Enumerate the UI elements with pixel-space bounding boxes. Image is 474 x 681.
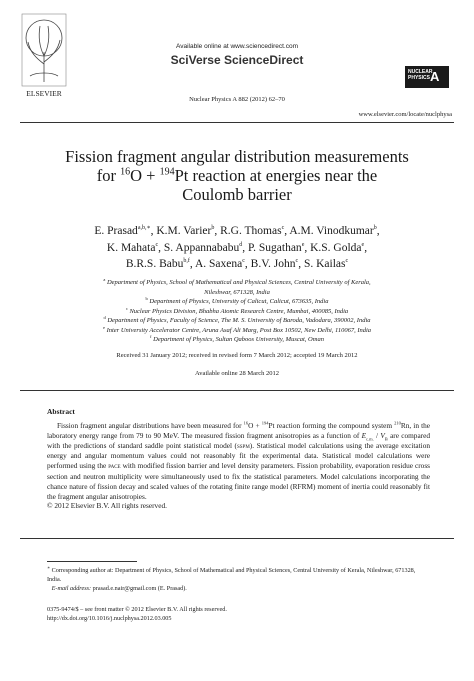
affiliation-key: a: [103, 276, 106, 282]
available-online-date: Available online 28 March 2012: [195, 370, 279, 377]
abstract-bottom-divider: [20, 538, 454, 539]
title-line-1: Fission fragment angular distribution measurements: [65, 147, 409, 166]
author-affiliation-marker: d: [239, 241, 243, 248]
abstract-text: Pt reaction forming the compound system: [268, 421, 395, 430]
author-name[interactable]: S. Kailas: [303, 258, 346, 270]
affiliation-item: [20, 335, 454, 345]
journal-badge: [405, 66, 449, 88]
author-affiliation-marker: c: [242, 258, 245, 265]
bottom-info: [47, 605, 430, 623]
affiliation-text: Department of Physics, University of Calicut, Calicut, 673635, India: [149, 298, 329, 305]
abstract-heading: Abstract: [47, 407, 75, 416]
abstract-mass: 194: [261, 420, 269, 426]
doi-link[interactable]: http://dx.doi.org/10.1016/j.nuclphysa.2012.03.005: [47, 615, 172, 622]
affiliation-item: [20, 278, 454, 297]
abstract-subscript: B: [384, 436, 388, 442]
title-oxygen: O +: [130, 166, 160, 185]
affiliation-text-cont: Nileshwar, 671328, India: [204, 288, 270, 296]
abstract-mass: 210: [394, 420, 401, 426]
abstract-text: with modified fission barrier and level density parameters. Fission probability, evaporation residue cross section and neutron multiplicity were simultaneously used to fix the statistical parameters. Model calculations incorporating the chance nature of fission decay and scaled values of the rotating finite range model (RFRM) moment of inertia could reasonably fit the fragment angular anisotropies.: [47, 461, 431, 501]
journal-url-link[interactable]: www.elsevier.com/locate/nuclphysa: [358, 111, 452, 118]
author-name[interactable]: K.S. Golda: [310, 241, 362, 254]
title-mass-oxygen: 16: [120, 166, 131, 178]
author-name[interactable]: S. Appannababu: [163, 241, 240, 254]
issn-line: 0375-9474/$ – see front matter © 2012 Elsevier B.V. All rights reserved.: [47, 606, 227, 613]
abstract-subscript: c.m.: [366, 436, 374, 442]
email-label: E-mail address:: [51, 585, 92, 592]
affiliation-text: Nuclear Physics Division, Bhabha Atomic Research Centre, Mumbai, 400085, India: [129, 307, 349, 315]
author-affiliation-marker: b: [373, 225, 377, 232]
footnote-divider: [47, 561, 137, 562]
email-address-link[interactable]: prasad.e.nair@gmail.com (E. Prasad).: [92, 585, 187, 592]
author-name[interactable]: B.R.S. Babu: [125, 258, 184, 270]
received-dates: Received 31 January 2012; received in revised form 7 March 2012; accepted 19 March 2012: [116, 352, 358, 359]
affiliation-item: [20, 326, 454, 336]
abstract-text: ). Statistical model calculations using the average excitation energy and angular momentum values could not reasonably fit the experimental data. Statistical model calculations were performed using the: [47, 440, 430, 471]
affiliation-key: e: [102, 324, 105, 330]
affiliation-item: [20, 316, 454, 326]
affiliation-key: f: [150, 333, 152, 339]
publisher-logo-text: ELSEVIER: [26, 89, 62, 98]
affiliation-key: c: [125, 305, 128, 311]
abstract-text: are compared with the predictions of standard saddle point statistical model (: [47, 430, 431, 450]
author-affiliation-marker: a,b,∗: [137, 225, 151, 232]
abstract-text: O +: [248, 421, 262, 430]
abstract-symbol: E: [361, 430, 367, 440]
author-name[interactable]: A.M. Vinodkumar: [289, 225, 374, 237]
affiliation-text: Department of Physics, Sultan Qaboos University, Muscat, Oman: [153, 336, 324, 343]
author-affiliation-marker: b,f: [183, 258, 190, 265]
footnotes: [47, 566, 430, 593]
abstract-top-divider: [20, 390, 454, 391]
footnote-mark: ∗: [47, 564, 51, 570]
header-divider: [20, 122, 454, 123]
author-affiliation-marker: b: [211, 225, 215, 232]
journal-badge-line1: NUCLEAR: [408, 69, 433, 75]
abstract-mass: 16: [243, 420, 249, 426]
abstract-symbol: /: [373, 430, 381, 440]
affiliation-text: Department of Physics, Faculty of Science, The M. S. University of Baroda, Vadodara, 390002, India: [107, 317, 371, 324]
author-affiliation-marker: e: [361, 241, 365, 248]
abstract-text: Fission fragment angular distributions have been measured for: [57, 421, 244, 430]
abstract-copyright: © 2012 Elsevier B.V. All rights reserved.: [47, 501, 167, 511]
author-affiliation-marker: c: [281, 225, 285, 232]
author-name[interactable]: K. Mahata: [106, 241, 156, 254]
author-affiliation-marker: c: [155, 241, 159, 248]
journal-badge-letter: A: [430, 69, 440, 84]
corresponding-author-note: Corresponding author at: Department of Physics, School of Mathematical and Physical Sciences, Central University of Kerala, Nileshwar, 671328, India.: [47, 567, 416, 583]
author-list: E. Prasad$^{a,b,∗}$, K.M. Varier$^b$, R.G. Thomas$^c$, A.M. Vinodkumar$^b$, K. Mahata$^c$, S. Appannababu$^d$, P. Sugathan$^e$, K.S. Golda$^e$, B.R.S. Babu$^{b,f}$, A. Saxena$^c$, B.V. John$^c$, S. Kailas$^c$: [94, 225, 380, 270]
author-name[interactable]: B.V. John: [250, 258, 296, 270]
abstract-symbol: V: [380, 430, 385, 440]
author-affiliation-marker: c: [295, 258, 299, 265]
affiliation-item: [20, 307, 454, 317]
title-line-2-rest: Pt reaction at energies near the: [174, 166, 378, 185]
affiliation-list: [20, 278, 454, 345]
affiliation-text: Department of Physics, School of Mathematical and Physical Sciences, Central University of Kerala,: [106, 279, 371, 286]
available-online-notice: Available online at www.sciencedirect.com: [176, 43, 298, 50]
author-name[interactable]: R.G. Thomas: [220, 225, 282, 237]
author-name[interactable]: P. Sugathan: [248, 241, 302, 254]
affiliation-item: [20, 297, 454, 307]
author-name[interactable]: E. Prasad: [94, 225, 138, 237]
title-line-3: Coulomb barrier: [182, 185, 292, 204]
platform-name: SciVerse ScienceDirect: [170, 53, 304, 67]
author-name[interactable]: K.M. Varier: [156, 225, 212, 237]
author-affiliation-marker: e: [301, 241, 305, 248]
title-for: for: [96, 166, 121, 185]
abstract-smallcaps: pace: [108, 463, 121, 471]
journal-badge-line2: PHYSICS: [408, 75, 430, 81]
author-affiliation-marker: c: [345, 258, 349, 265]
abstract-body: [47, 421, 430, 511]
journal-citation: Nuclear Physics A 882 (2012) 62–70: [189, 96, 285, 103]
author-name[interactable]: A. Saxena: [194, 258, 243, 270]
abstract-smallcaps: sspm: [237, 442, 250, 450]
article-title: [40, 147, 434, 204]
affiliation-text: Inter University Accelerator Centre, Aruna Asaf Ali Marg, Post Box 10502, New Delhi, 110067, India: [106, 326, 372, 334]
abstract-text: Rn, in the laboratory energy range from 79 to 90 MeV. The measured fission fragment anisotropies as a function of: [47, 421, 430, 440]
affiliation-key: b: [145, 295, 148, 301]
affiliation-key: d: [103, 314, 106, 320]
title-mass-platinum: 194: [159, 166, 175, 178]
